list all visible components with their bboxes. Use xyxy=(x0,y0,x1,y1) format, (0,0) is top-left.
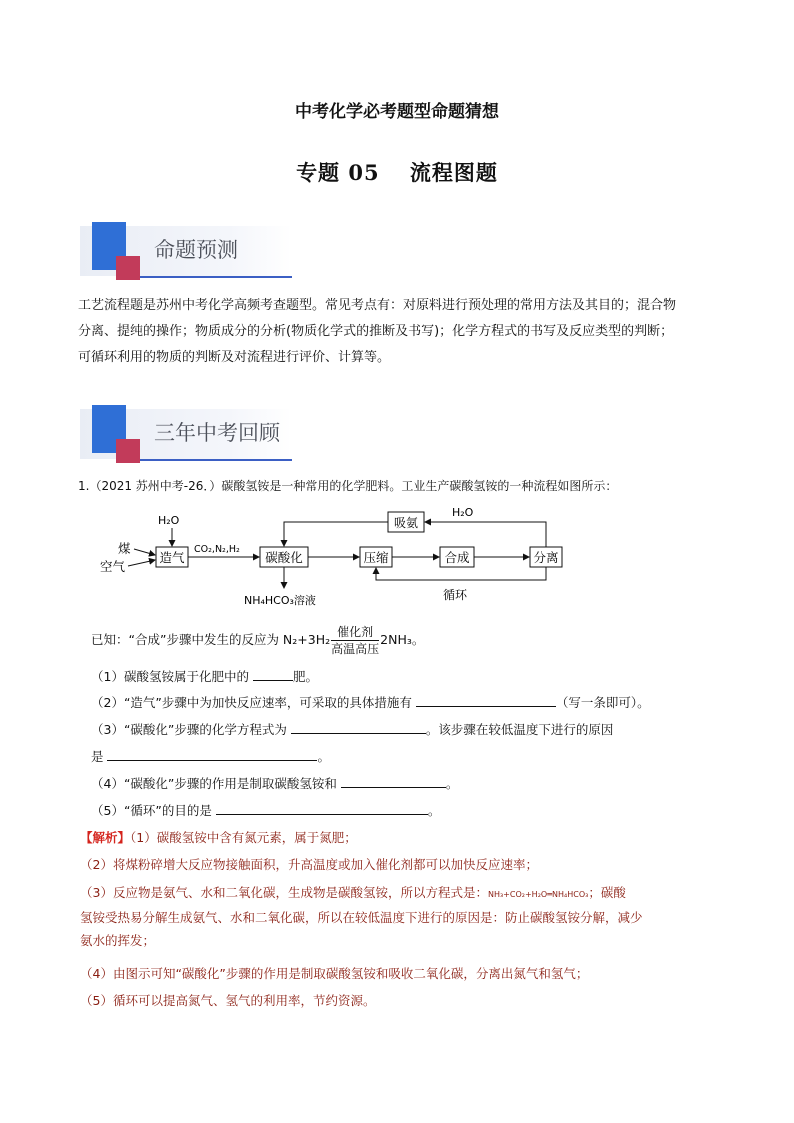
q2-suffix: （写一条即可）。 xyxy=(555,695,650,710)
topic-title: 专题 05 流程图题 xyxy=(296,160,498,185)
q5-suffix: 。 xyxy=(427,803,441,818)
q5-text: （5）“循环”的目的是 xyxy=(91,803,216,818)
banner-underline xyxy=(140,276,292,278)
answer-blank[interactable] xyxy=(216,802,428,815)
catalyst-label: 催化剂 xyxy=(331,624,379,641)
process-flowchart xyxy=(100,500,580,610)
analysis-line-4: （4）由图示可知“碳酸化”步骤的作用是制取碳酸氢铵和吸收二氧化碳，分离出氮气和氢气； xyxy=(80,966,589,981)
carbonation-label: 碳酸化 xyxy=(265,550,303,565)
intro-line: 工艺流程题是苏州中考化学高频考查题型。常见考点有：对原料进行预处理的常用方法及其目的；混合物 xyxy=(78,298,677,313)
analysis-line-3a xyxy=(80,881,720,906)
section-label: 命题预测 xyxy=(154,238,238,262)
cycle-label: 循环 xyxy=(443,588,468,602)
air-arrow xyxy=(128,560,155,566)
water-top-label: H₂O xyxy=(158,514,180,527)
section-banner-prediction xyxy=(80,222,310,284)
document-title: 中考化学必考题型命题猜想 xyxy=(295,102,499,122)
section-label: 三年中考回顾 xyxy=(154,421,280,445)
banner-underline xyxy=(140,459,292,461)
answer-blank[interactable] xyxy=(291,721,426,734)
question-stem: 1.（2021 苏州中考-26．）碳酸氢铵是一种常用的化学肥料。工业生产碳酸氢铵的一种流程如图所示： xyxy=(78,479,618,493)
intro-paragraph xyxy=(78,293,718,371)
analysis-line-3 xyxy=(80,881,720,952)
water-right-label: H₂O xyxy=(452,506,474,519)
analysis-line-2: （2）将煤粉碎增大反应物接触面积，升高温度或加入催化剂都可以加快反应速率； xyxy=(80,857,538,872)
sub-question-3-cont xyxy=(91,747,330,765)
gases-label: CO₂,N₂,H₂ xyxy=(194,544,240,555)
q3-cont-text: 是 xyxy=(91,749,108,764)
analysis-line-1 xyxy=(80,828,357,846)
compress-label: 压缩 xyxy=(363,550,389,565)
answer-blank[interactable] xyxy=(107,748,317,761)
q1-suffix: 肥。 xyxy=(292,669,318,684)
section-banner-review xyxy=(80,405,310,467)
banner-red-block xyxy=(116,439,140,463)
make-gas-label: 造气 xyxy=(159,550,185,565)
banner-red-block xyxy=(116,256,140,280)
intro-line: 可循环利用的物质的判断及对流程进行评价、计算等。 xyxy=(78,350,391,365)
sub-question-3 xyxy=(91,720,613,738)
answer-blank[interactable] xyxy=(416,694,556,707)
condition-label: 高温高压 xyxy=(331,642,380,656)
separate-label: 分离 xyxy=(533,550,559,565)
known-prefix: 已知：“合成”步骤中发生的反应为 N₂+3H₂ xyxy=(91,632,331,647)
cycle-arrow xyxy=(376,567,546,580)
q1-text: （1）碳酸氢铵属于化肥中的 xyxy=(91,669,253,684)
analysis-text: （1）碳酸氢铵中含有氮元素，属于氮肥； xyxy=(130,830,357,845)
a3-prefix: （3）反应物是氨气、水和二氧化碳，生成物是碳酸氢铵，所以方程式是： xyxy=(80,885,488,900)
q3-cont-suffix: 。 xyxy=(317,749,330,764)
sub-question-2 xyxy=(91,693,650,711)
product-label: NH₄HCO₃溶液 xyxy=(244,594,316,607)
analysis-line-3b: 氢铵受热易分解生成氨气、水和二氧化碳，所以在较低温度下进行的原因是：防止碳酸氢铵分解，减少 xyxy=(80,910,643,925)
air-label: 空气 xyxy=(100,559,126,574)
q4-suffix: 。 xyxy=(445,776,459,791)
analysis-tag: 【解析】 xyxy=(80,830,131,845)
intro-line: 分离、提纯的操作；物质成分的分析(物质化学式的推断及书写)；化学方程式的书写及反应类型的判断； xyxy=(78,324,674,339)
sub-question-4 xyxy=(91,774,458,792)
q2-text: （2）“造气”步骤中为加快反应速率，可采取的具体措施有 xyxy=(91,695,416,710)
reaction-condition xyxy=(331,624,379,657)
sub-question-1 xyxy=(91,667,318,685)
known-reaction xyxy=(91,624,424,657)
a3-suffix: ；碳酸 xyxy=(588,885,626,900)
absorb-label: 吸氨 xyxy=(393,516,419,530)
q3-suffix: 。该步骤在较低温度下进行的原因 xyxy=(425,722,614,737)
known-suffix: 2NH₃。 xyxy=(380,632,425,647)
a3-equation: NH₃+CO₂+H₂O═NH₄HCO₃ xyxy=(487,890,589,899)
q3-text: （3）“碳酸化”步骤的化学方程式为 xyxy=(91,722,291,737)
ammonia-arrow xyxy=(425,522,546,547)
sub-question-5 xyxy=(91,801,440,819)
q4-text: （4）“碳酸化”步骤的作用是制取碳酸氢铵和 xyxy=(91,776,341,791)
answer-blank[interactable] xyxy=(341,775,446,788)
coal-label: 煤 xyxy=(118,541,131,556)
synthesis-label: 合成 xyxy=(444,550,470,565)
absorb-return-arrow xyxy=(284,522,388,546)
answer-blank[interactable] xyxy=(253,668,293,681)
coal-arrow xyxy=(134,549,155,555)
analysis-line-5: （5）循环可以提高氮气、氢气的利用率，节约资源。 xyxy=(80,993,376,1008)
analysis-line-3c: 氨水的挥发； xyxy=(80,933,156,948)
